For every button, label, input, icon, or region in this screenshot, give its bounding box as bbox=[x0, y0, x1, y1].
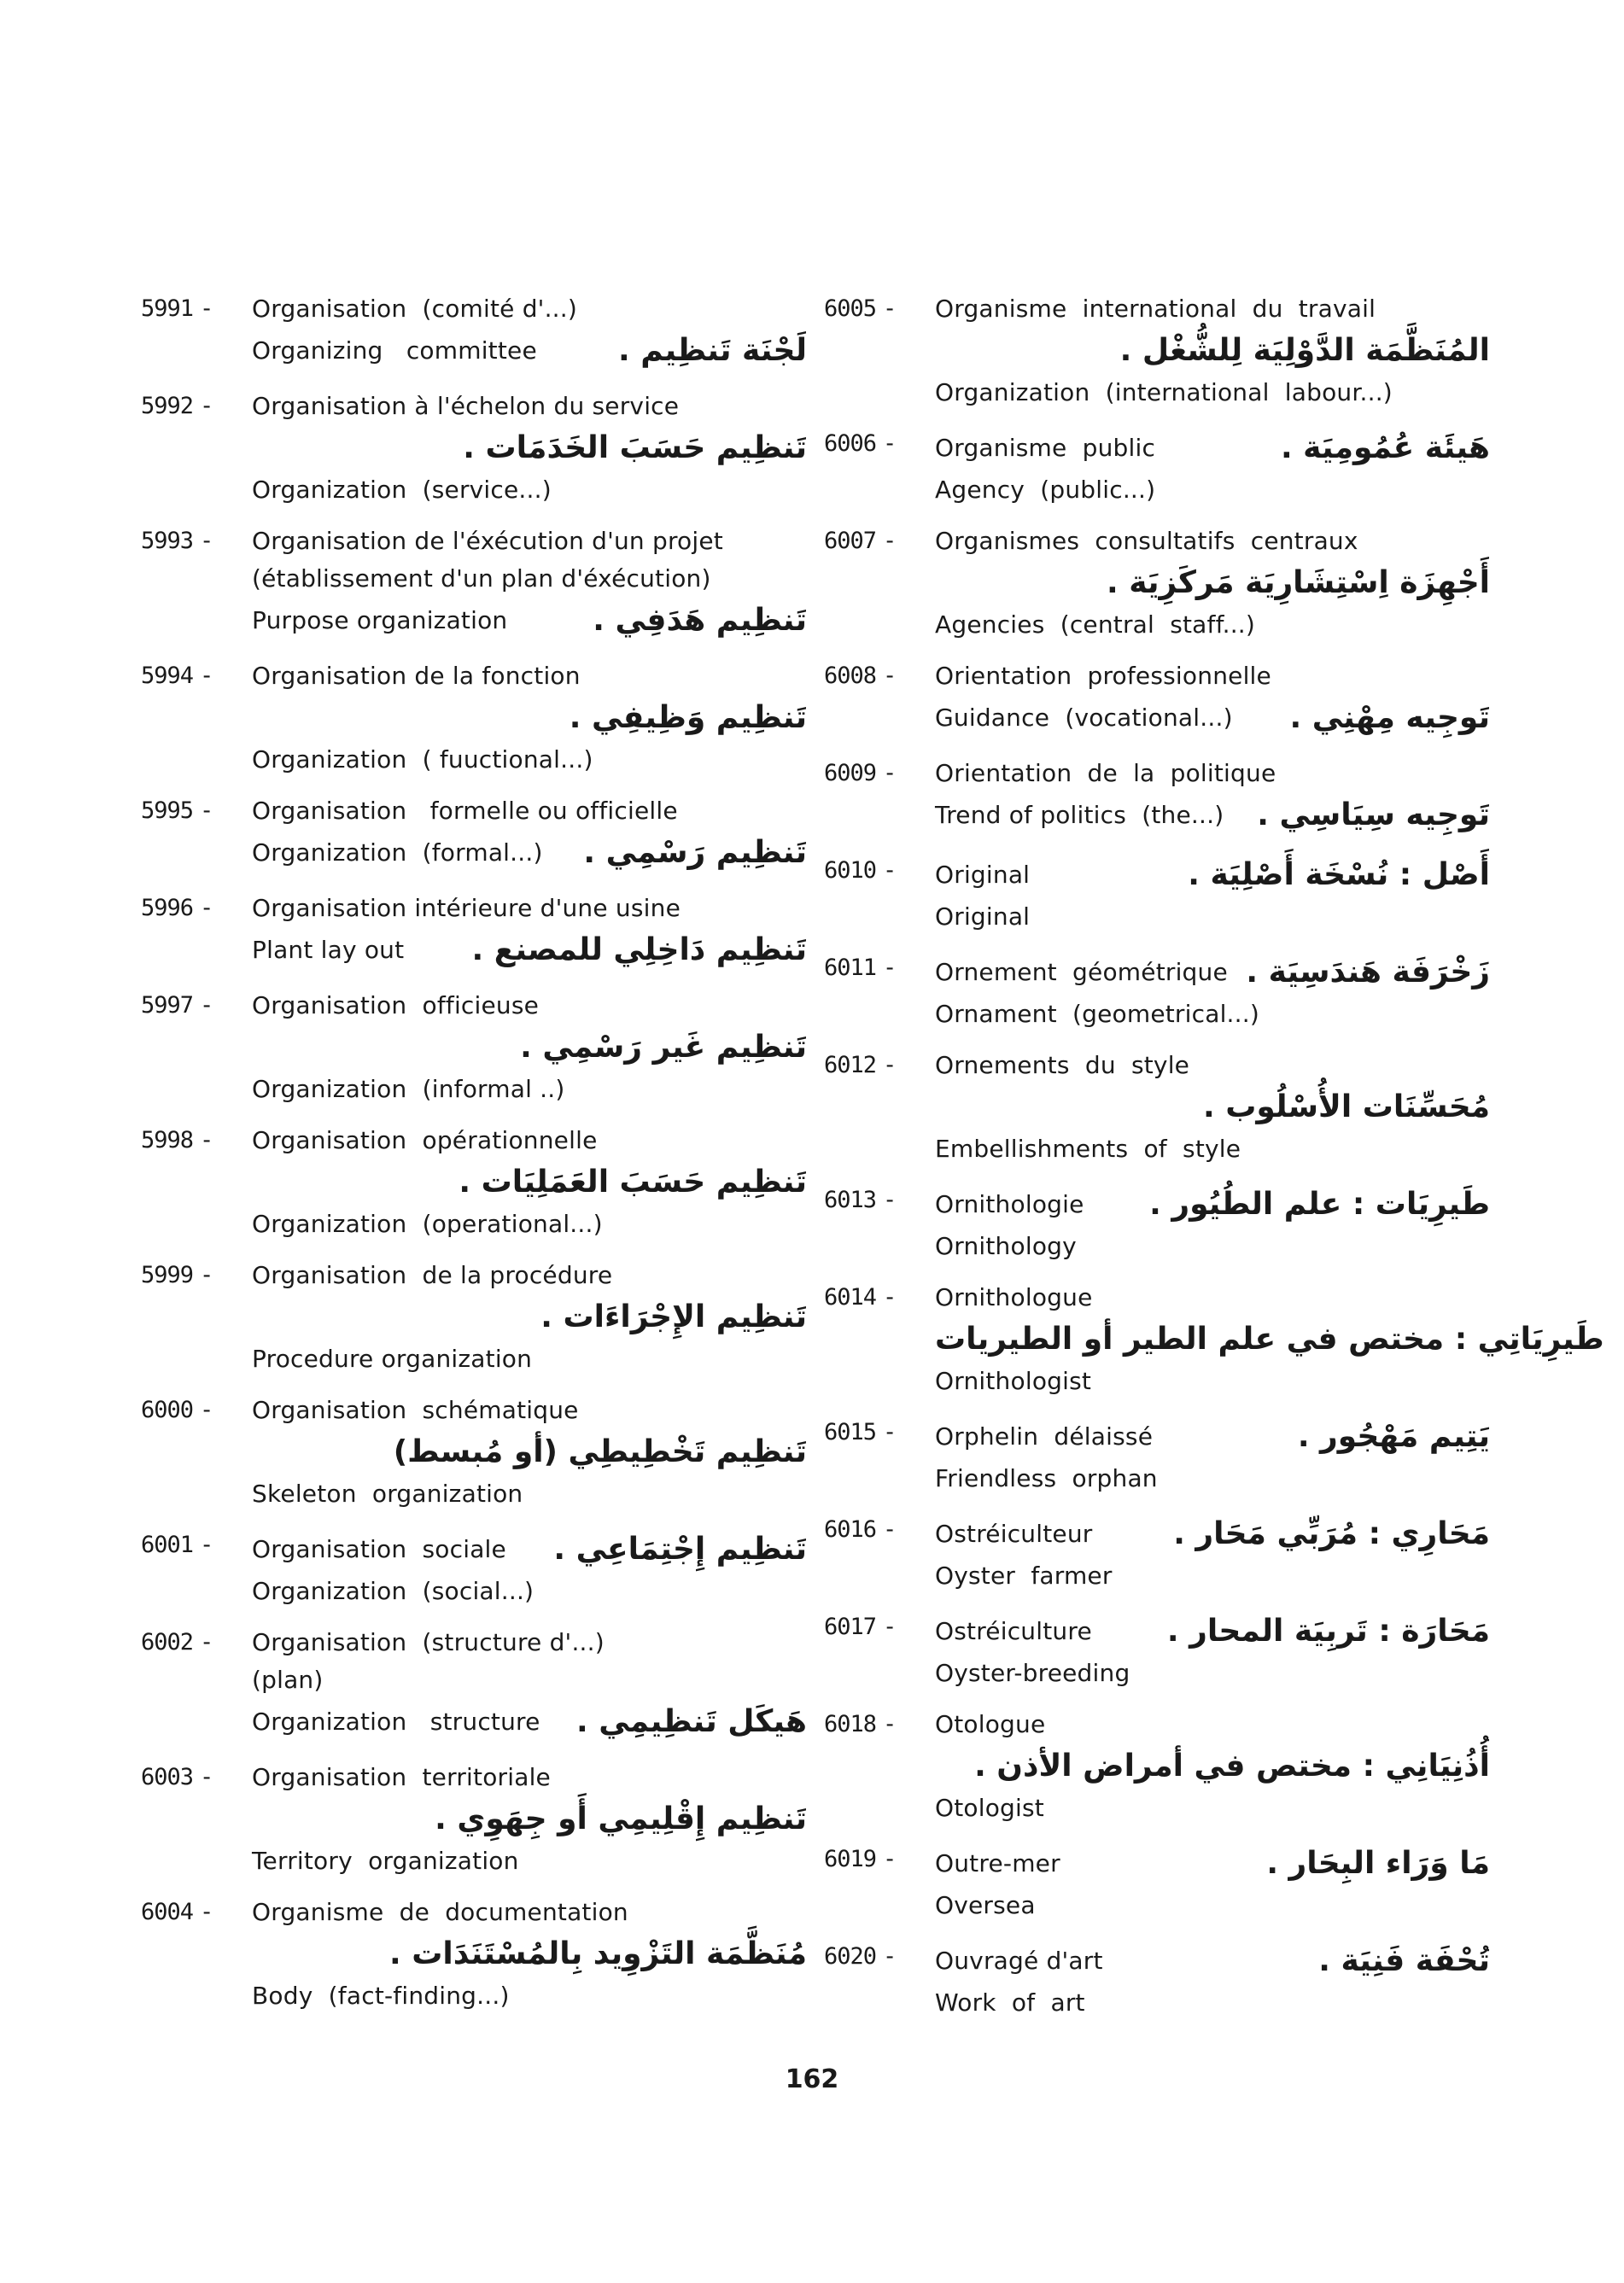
french-term: Organisation (comité d'...) bbox=[252, 295, 578, 323]
arabic-term: تَنظِيم حَسَبَ العَمَلِيَات . bbox=[459, 1165, 807, 1200]
entry-body bbox=[920, 1414, 1490, 1498]
english-term: Plant lay out bbox=[252, 936, 405, 964]
entry-body bbox=[237, 388, 807, 509]
glossary-entry bbox=[824, 1841, 1490, 1924]
right-column bbox=[824, 290, 1604, 2035]
entry-number-value: 5995 bbox=[141, 797, 194, 824]
french-term: Organisation schématique bbox=[252, 1396, 579, 1424]
entry-number bbox=[824, 1938, 920, 2022]
english-term: Work of art bbox=[935, 1988, 1085, 2017]
glossary-entry bbox=[141, 290, 807, 374]
entry-number bbox=[141, 1527, 237, 1610]
entry-number bbox=[824, 1511, 920, 1595]
entry-number-value: 6017 bbox=[824, 1614, 877, 1640]
entry-number-dash: - bbox=[200, 1262, 213, 1288]
entry-body bbox=[920, 657, 1490, 741]
english-term: Organization (service...) bbox=[252, 476, 552, 504]
entry-number-dash: - bbox=[200, 1764, 213, 1790]
entry-split-row bbox=[935, 852, 1490, 898]
entry-split-row bbox=[935, 425, 1490, 471]
entry-number-value: 6014 bbox=[824, 1284, 877, 1311]
english-term: Skeleton organization bbox=[252, 1480, 523, 1508]
entry-number-value: 5998 bbox=[141, 1127, 194, 1153]
arabic-term: أُذُنِيَانِي : مختص في أمراض الأذن . bbox=[974, 1749, 1490, 1784]
glossary-entry bbox=[824, 1609, 1490, 1692]
entry-body bbox=[237, 1527, 807, 1610]
glossary-entry bbox=[824, 1414, 1490, 1498]
entry-number bbox=[824, 290, 920, 412]
english-term: Purpose organization bbox=[252, 606, 508, 634]
french-term: Ostréiculture bbox=[935, 1617, 1092, 1645]
entry-number bbox=[824, 1414, 920, 1498]
entry-body bbox=[237, 1894, 807, 2015]
french-term: Organisme de documentation bbox=[252, 1898, 628, 1926]
english-term: Embellishments of style bbox=[935, 1135, 1241, 1163]
arabic-term: تَنظِيم وَظِيفِي . bbox=[569, 700, 807, 735]
entry-body bbox=[920, 755, 1490, 838]
entry-number bbox=[824, 1047, 920, 1168]
entry-number-dash: - bbox=[200, 895, 213, 921]
entry-number-dash: - bbox=[883, 1052, 897, 1078]
entry-number bbox=[824, 755, 920, 838]
entry-number-dash: - bbox=[883, 528, 897, 554]
entry-number bbox=[141, 523, 237, 644]
entry-split-row bbox=[252, 830, 807, 876]
glossary-entry bbox=[824, 523, 1490, 644]
french-term: Orientation de la politique bbox=[935, 759, 1276, 787]
english-term: Organization ( fuuctional...) bbox=[252, 745, 593, 774]
glossary-entry bbox=[141, 1759, 807, 1880]
entry-number-value: 5993 bbox=[141, 528, 194, 554]
entry-number bbox=[824, 852, 920, 936]
entry-number bbox=[141, 1257, 237, 1378]
entry-number-dash: - bbox=[883, 1187, 897, 1213]
arabic-term: تَنظِيم حَسَبَ الخَدَمَات . bbox=[463, 430, 807, 465]
arabic-term: هَيكَل تَنظِيمِي . bbox=[576, 1704, 807, 1739]
entry-number bbox=[141, 1392, 237, 1513]
glossary-entry bbox=[824, 1182, 1490, 1265]
glossary-entry bbox=[824, 852, 1490, 936]
english-term: Agencies (central staff...) bbox=[935, 610, 1256, 639]
entry-number-dash: - bbox=[883, 1419, 897, 1445]
entry-number-value: 5996 bbox=[141, 895, 194, 921]
entry-number-dash: - bbox=[883, 1846, 897, 1872]
entry-number bbox=[141, 1759, 237, 1880]
entry-body bbox=[920, 1047, 1490, 1168]
entry-split-row bbox=[935, 949, 1490, 996]
french-term: Otologue bbox=[935, 1710, 1046, 1738]
arabic-term: مَحَارَة : تَربِيَة المحار . bbox=[1166, 1614, 1490, 1649]
entry-number-dash: - bbox=[200, 797, 213, 824]
entry-number bbox=[824, 1182, 920, 1265]
entry-number-value: 6004 bbox=[141, 1899, 194, 1925]
entry-split-row bbox=[935, 1414, 1490, 1460]
glossary-entry bbox=[141, 523, 807, 644]
arabic-term: هَيئَة عُمُومِيَة . bbox=[1280, 430, 1490, 465]
entry-number bbox=[141, 290, 237, 374]
glossary-entry bbox=[141, 1392, 807, 1513]
entry-number-value: 5992 bbox=[141, 393, 194, 419]
entry-number bbox=[824, 1279, 920, 1400]
french-term: Ostréiculteur bbox=[935, 1520, 1093, 1548]
entry-body bbox=[920, 852, 1490, 936]
arabic-term: تَنظِيم رَسْمِي . bbox=[583, 835, 807, 870]
entry-body bbox=[237, 1122, 807, 1243]
entry-split-row bbox=[935, 1841, 1490, 1887]
french-term: Organisme public bbox=[935, 434, 1156, 462]
english-term: Organization structure bbox=[252, 1708, 540, 1736]
entry-number-dash: - bbox=[200, 295, 213, 322]
entry-body bbox=[237, 890, 807, 973]
entry-body bbox=[237, 657, 807, 779]
arabic-term: تَوجِيه سِيَاسِي . bbox=[1257, 797, 1490, 832]
french-term: Organisation intérieure d'une usine bbox=[252, 894, 681, 922]
glossary-entry bbox=[141, 1122, 807, 1243]
english-term: Trend of politics (the...) bbox=[935, 801, 1224, 829]
entry-number bbox=[824, 1841, 920, 1924]
english-term: Organization (social...) bbox=[252, 1577, 535, 1605]
entry-split-row bbox=[252, 598, 807, 644]
entry-split-row bbox=[252, 328, 807, 374]
arabic-term: تُحْفَة فَنِيَة . bbox=[1318, 1943, 1490, 1978]
arabic-term: مُنَظَّمَة التَزْوِيد بِالمُسْتَنَدَات . bbox=[389, 1936, 807, 1971]
french-term: Outre-mer bbox=[935, 1849, 1060, 1877]
arabic-term: تَنظِيم دَاخِلِي للمصنع . bbox=[471, 932, 807, 967]
entry-number bbox=[141, 890, 237, 973]
glossary-entry bbox=[824, 290, 1490, 412]
arabic-term: المُنَظَّمَة الدَّوْلِيَة لِلشُّغْل . bbox=[1119, 333, 1490, 368]
glossary-entry bbox=[824, 1706, 1490, 1827]
french-term: Ornements du style bbox=[935, 1051, 1190, 1079]
english-term: Ornament (geometrical...) bbox=[935, 1000, 1259, 1028]
arabic-term: أَجْهِزَة اِسْتِشَارِيَة مَركَزِيَة . bbox=[1107, 565, 1490, 600]
english-term: Procedure organization bbox=[252, 1345, 533, 1373]
entry-number-dash: - bbox=[883, 1284, 897, 1311]
arabic-term: تَنظِيم إِجْتِمَاعِي . bbox=[553, 1532, 807, 1567]
english-term: Friendless orphan bbox=[935, 1464, 1158, 1492]
french-term: Organisation sociale bbox=[252, 1535, 506, 1563]
entry-number-value: 5991 bbox=[141, 295, 194, 322]
entry-number-value: 5999 bbox=[141, 1262, 194, 1288]
glossary-entry bbox=[141, 890, 807, 973]
entry-body bbox=[920, 1511, 1490, 1595]
french-term: Organisation formelle ou officielle bbox=[252, 797, 678, 825]
entry-body bbox=[920, 1609, 1490, 1692]
entry-number-dash: - bbox=[200, 393, 213, 419]
entry-number-dash: - bbox=[883, 1711, 897, 1737]
french-term: Ornement géométrique bbox=[935, 958, 1228, 986]
entry-number-dash: - bbox=[200, 528, 213, 554]
english-term: Organization (formal...) bbox=[252, 838, 543, 867]
arabic-term: تَنظِيم تَخْطِيطِي (أو مُبسط) bbox=[393, 1434, 807, 1469]
entry-body bbox=[237, 1624, 807, 1745]
french-term: Organisation territoriale bbox=[252, 1763, 551, 1791]
entry-body bbox=[237, 290, 807, 374]
arabic-term: زَخْرَفَة هَندَسِيَة . bbox=[1246, 955, 1490, 990]
entry-number bbox=[824, 657, 920, 741]
arabic-term: تَنظِيم غَير رَسْمِي . bbox=[520, 1030, 807, 1065]
arabic-term: تَنظِيم الإِجْرَاءَات . bbox=[540, 1299, 807, 1334]
entry-number-value: 6005 bbox=[824, 295, 877, 322]
glossary-entry bbox=[141, 388, 807, 509]
entry-number-dash: - bbox=[883, 1516, 897, 1543]
entry-number-value: 5997 bbox=[141, 992, 194, 1019]
entry-number-value: 6012 bbox=[824, 1052, 877, 1078]
entry-split-row bbox=[935, 1938, 1490, 1984]
french-term: Orientation professionnelle bbox=[935, 662, 1271, 690]
entry-number-dash: - bbox=[883, 955, 897, 981]
entry-split-row bbox=[252, 1699, 807, 1745]
glossary-entry bbox=[824, 1938, 1490, 2022]
entry-body bbox=[920, 523, 1490, 644]
glossary-entry bbox=[141, 1624, 807, 1745]
english-term: Original bbox=[935, 902, 1031, 931]
entry-number-dash: - bbox=[200, 1532, 213, 1558]
arabic-term: تَنظِيم هَدَفِي . bbox=[593, 603, 807, 638]
french-term: Ouvragé d'art bbox=[935, 1947, 1103, 1975]
french-term: Organisation de la procédure bbox=[252, 1261, 613, 1289]
entry-body bbox=[920, 1841, 1490, 1924]
french-term: Organisation officieuse bbox=[252, 991, 540, 1019]
entry-number-value: 6010 bbox=[824, 857, 877, 884]
english-term: Organization (operational...) bbox=[252, 1210, 603, 1238]
french-term: Ornithologie bbox=[935, 1190, 1084, 1218]
entry-number bbox=[141, 1122, 237, 1243]
entry-number-dash: - bbox=[883, 760, 897, 786]
arabic-term: مَحَارِي : مُرَبِّي مَحَار . bbox=[1173, 1516, 1490, 1551]
arabic-term: تَنظِيم إِقْلِيمِي أَو جِهَوِي . bbox=[435, 1801, 807, 1836]
french-term: Original bbox=[935, 861, 1031, 889]
entry-number-dash: - bbox=[200, 663, 213, 689]
entry-split-row bbox=[252, 1527, 807, 1573]
entry-number bbox=[824, 1706, 920, 1827]
entry-number-value: 6003 bbox=[141, 1764, 194, 1790]
entry-body bbox=[237, 987, 807, 1108]
english-term: Body (fact-finding...) bbox=[252, 1982, 510, 2010]
french-term: Orphelin délaissé bbox=[935, 1422, 1154, 1451]
entry-number-value: 6013 bbox=[824, 1187, 877, 1213]
entry-body bbox=[920, 1182, 1490, 1265]
arabic-term: أَصْل : نُسْخَة أَصْلِيَة . bbox=[1188, 857, 1490, 892]
glossary-entry bbox=[824, 1047, 1490, 1168]
entry-number-value: 6002 bbox=[141, 1629, 194, 1655]
entry-number bbox=[141, 1894, 237, 2015]
glossary-entry bbox=[824, 657, 1490, 741]
entry-body bbox=[237, 1257, 807, 1378]
arabic-term: طَيرِيَاتِي : مختص في علم الطير أو الطيريات bbox=[935, 1322, 1604, 1357]
entry-number bbox=[141, 388, 237, 509]
glossary-entry bbox=[824, 1511, 1490, 1595]
entry-split-row bbox=[935, 1511, 1490, 1557]
glossary-entry bbox=[824, 755, 1490, 838]
french-term: Organismes consultatifs centraux bbox=[935, 527, 1358, 555]
entry-body bbox=[237, 792, 807, 876]
entry-number-dash: - bbox=[200, 1127, 213, 1153]
entry-body bbox=[920, 949, 1490, 1033]
french-term: Organisme international du travail bbox=[935, 295, 1376, 323]
english-term: Organizing committee bbox=[252, 336, 537, 365]
french-term: Organisation de l'éxécution d'un projet (établissement d'un plan d'éxécution) bbox=[252, 527, 723, 593]
entry-body bbox=[920, 290, 1490, 412]
english-term: Organization (informal ..) bbox=[252, 1075, 565, 1103]
entry-number-dash: - bbox=[883, 1943, 897, 1970]
arabic-term: تَوجِيه مِهْنِي . bbox=[1289, 700, 1490, 735]
arabic-term: يَتِيم مَهْجُور . bbox=[1297, 1419, 1490, 1454]
entry-number bbox=[141, 987, 237, 1108]
entry-number bbox=[824, 425, 920, 509]
glossary-entry bbox=[141, 1527, 807, 1610]
entry-number-dash: - bbox=[883, 857, 897, 884]
glossary-entry bbox=[141, 1894, 807, 2015]
glossary-entry bbox=[824, 1279, 1604, 1400]
entry-number bbox=[824, 523, 920, 644]
entry-number-dash: - bbox=[200, 1899, 213, 1925]
entry-number bbox=[141, 657, 237, 779]
french-term: Organisation (structure d'...) (plan) bbox=[252, 1628, 605, 1694]
entry-number bbox=[141, 1624, 237, 1745]
entry-number bbox=[141, 792, 237, 876]
entry-number-value: 6007 bbox=[824, 528, 877, 554]
entry-number-dash: - bbox=[883, 295, 897, 322]
glossary-entry bbox=[141, 792, 807, 876]
entry-number-value: 6000 bbox=[141, 1397, 194, 1423]
entry-number-value: 6008 bbox=[824, 663, 877, 689]
entry-number-value: 6006 bbox=[824, 430, 877, 457]
english-term: Agency (public...) bbox=[935, 476, 1156, 504]
entry-number-value: 6011 bbox=[824, 955, 877, 981]
english-term: Territory organization bbox=[252, 1847, 519, 1875]
entry-body bbox=[237, 1759, 807, 1880]
entry-number-value: 6015 bbox=[824, 1419, 877, 1445]
entry-number-value: 6009 bbox=[824, 760, 877, 786]
entry-split-row bbox=[252, 927, 807, 973]
english-term: Guidance (vocational...) bbox=[935, 704, 1233, 732]
page-number: 162 bbox=[785, 2064, 839, 2094]
entry-number-dash: - bbox=[200, 992, 213, 1019]
entry-body bbox=[920, 1279, 1604, 1400]
entry-number-value: 6020 bbox=[824, 1943, 877, 1970]
arabic-term: لَجْنَة تَنظِيم . bbox=[618, 333, 807, 368]
entry-number-dash: - bbox=[883, 430, 897, 457]
entry-split-row bbox=[935, 695, 1490, 741]
french-term: Organisation opérationnelle bbox=[252, 1126, 598, 1154]
entry-body bbox=[920, 1938, 1490, 2022]
arabic-term: مُحَسِّنَات الأُسْلُوب . bbox=[1203, 1089, 1490, 1124]
entry-number-dash: - bbox=[200, 1629, 213, 1655]
arabic-term: طَيرِيَات : علم الطُيُور . bbox=[1149, 1187, 1490, 1222]
entry-split-row bbox=[935, 1182, 1490, 1228]
left-column bbox=[141, 290, 807, 2029]
entry-number-value: 6001 bbox=[141, 1532, 194, 1558]
french-term: Organisation à l'échelon du service bbox=[252, 392, 680, 420]
entry-number-value: 5994 bbox=[141, 663, 194, 689]
english-term: Oyster-breeding bbox=[935, 1659, 1130, 1687]
english-term: Ornithology bbox=[935, 1232, 1077, 1260]
glossary-entry bbox=[141, 987, 807, 1108]
english-term: Oyster farmer bbox=[935, 1562, 1113, 1590]
entry-number-dash: - bbox=[200, 1397, 213, 1423]
arabic-term: مَا وَرَاء البِحَار . bbox=[1266, 1846, 1490, 1881]
french-term: Ornithologue bbox=[935, 1283, 1093, 1311]
glossary-entry bbox=[141, 1257, 807, 1378]
entry-body bbox=[237, 523, 807, 644]
english-term: Ornithologist bbox=[935, 1367, 1092, 1395]
french-term: Organisation de la fonction bbox=[252, 662, 581, 690]
english-term: Otologist bbox=[935, 1794, 1044, 1822]
entry-body bbox=[237, 1392, 807, 1513]
entry-number-dash: - bbox=[883, 1614, 897, 1640]
entry-split-row bbox=[935, 1609, 1490, 1655]
glossary-entry bbox=[824, 949, 1490, 1033]
english-term: Oversea bbox=[935, 1891, 1036, 1919]
entry-number bbox=[824, 949, 920, 1033]
entry-number-dash: - bbox=[883, 663, 897, 689]
english-term: Organization (international labour...) bbox=[935, 378, 1393, 406]
glossary-entry bbox=[141, 657, 807, 779]
entry-body bbox=[920, 425, 1490, 509]
glossary-entry bbox=[824, 425, 1490, 509]
entry-split-row bbox=[935, 792, 1490, 838]
entry-number-value: 6019 bbox=[824, 1846, 877, 1872]
entry-number bbox=[824, 1609, 920, 1692]
entry-number-value: 6016 bbox=[824, 1516, 877, 1543]
entry-body bbox=[920, 1706, 1490, 1827]
entry-number-value: 6018 bbox=[824, 1711, 877, 1737]
